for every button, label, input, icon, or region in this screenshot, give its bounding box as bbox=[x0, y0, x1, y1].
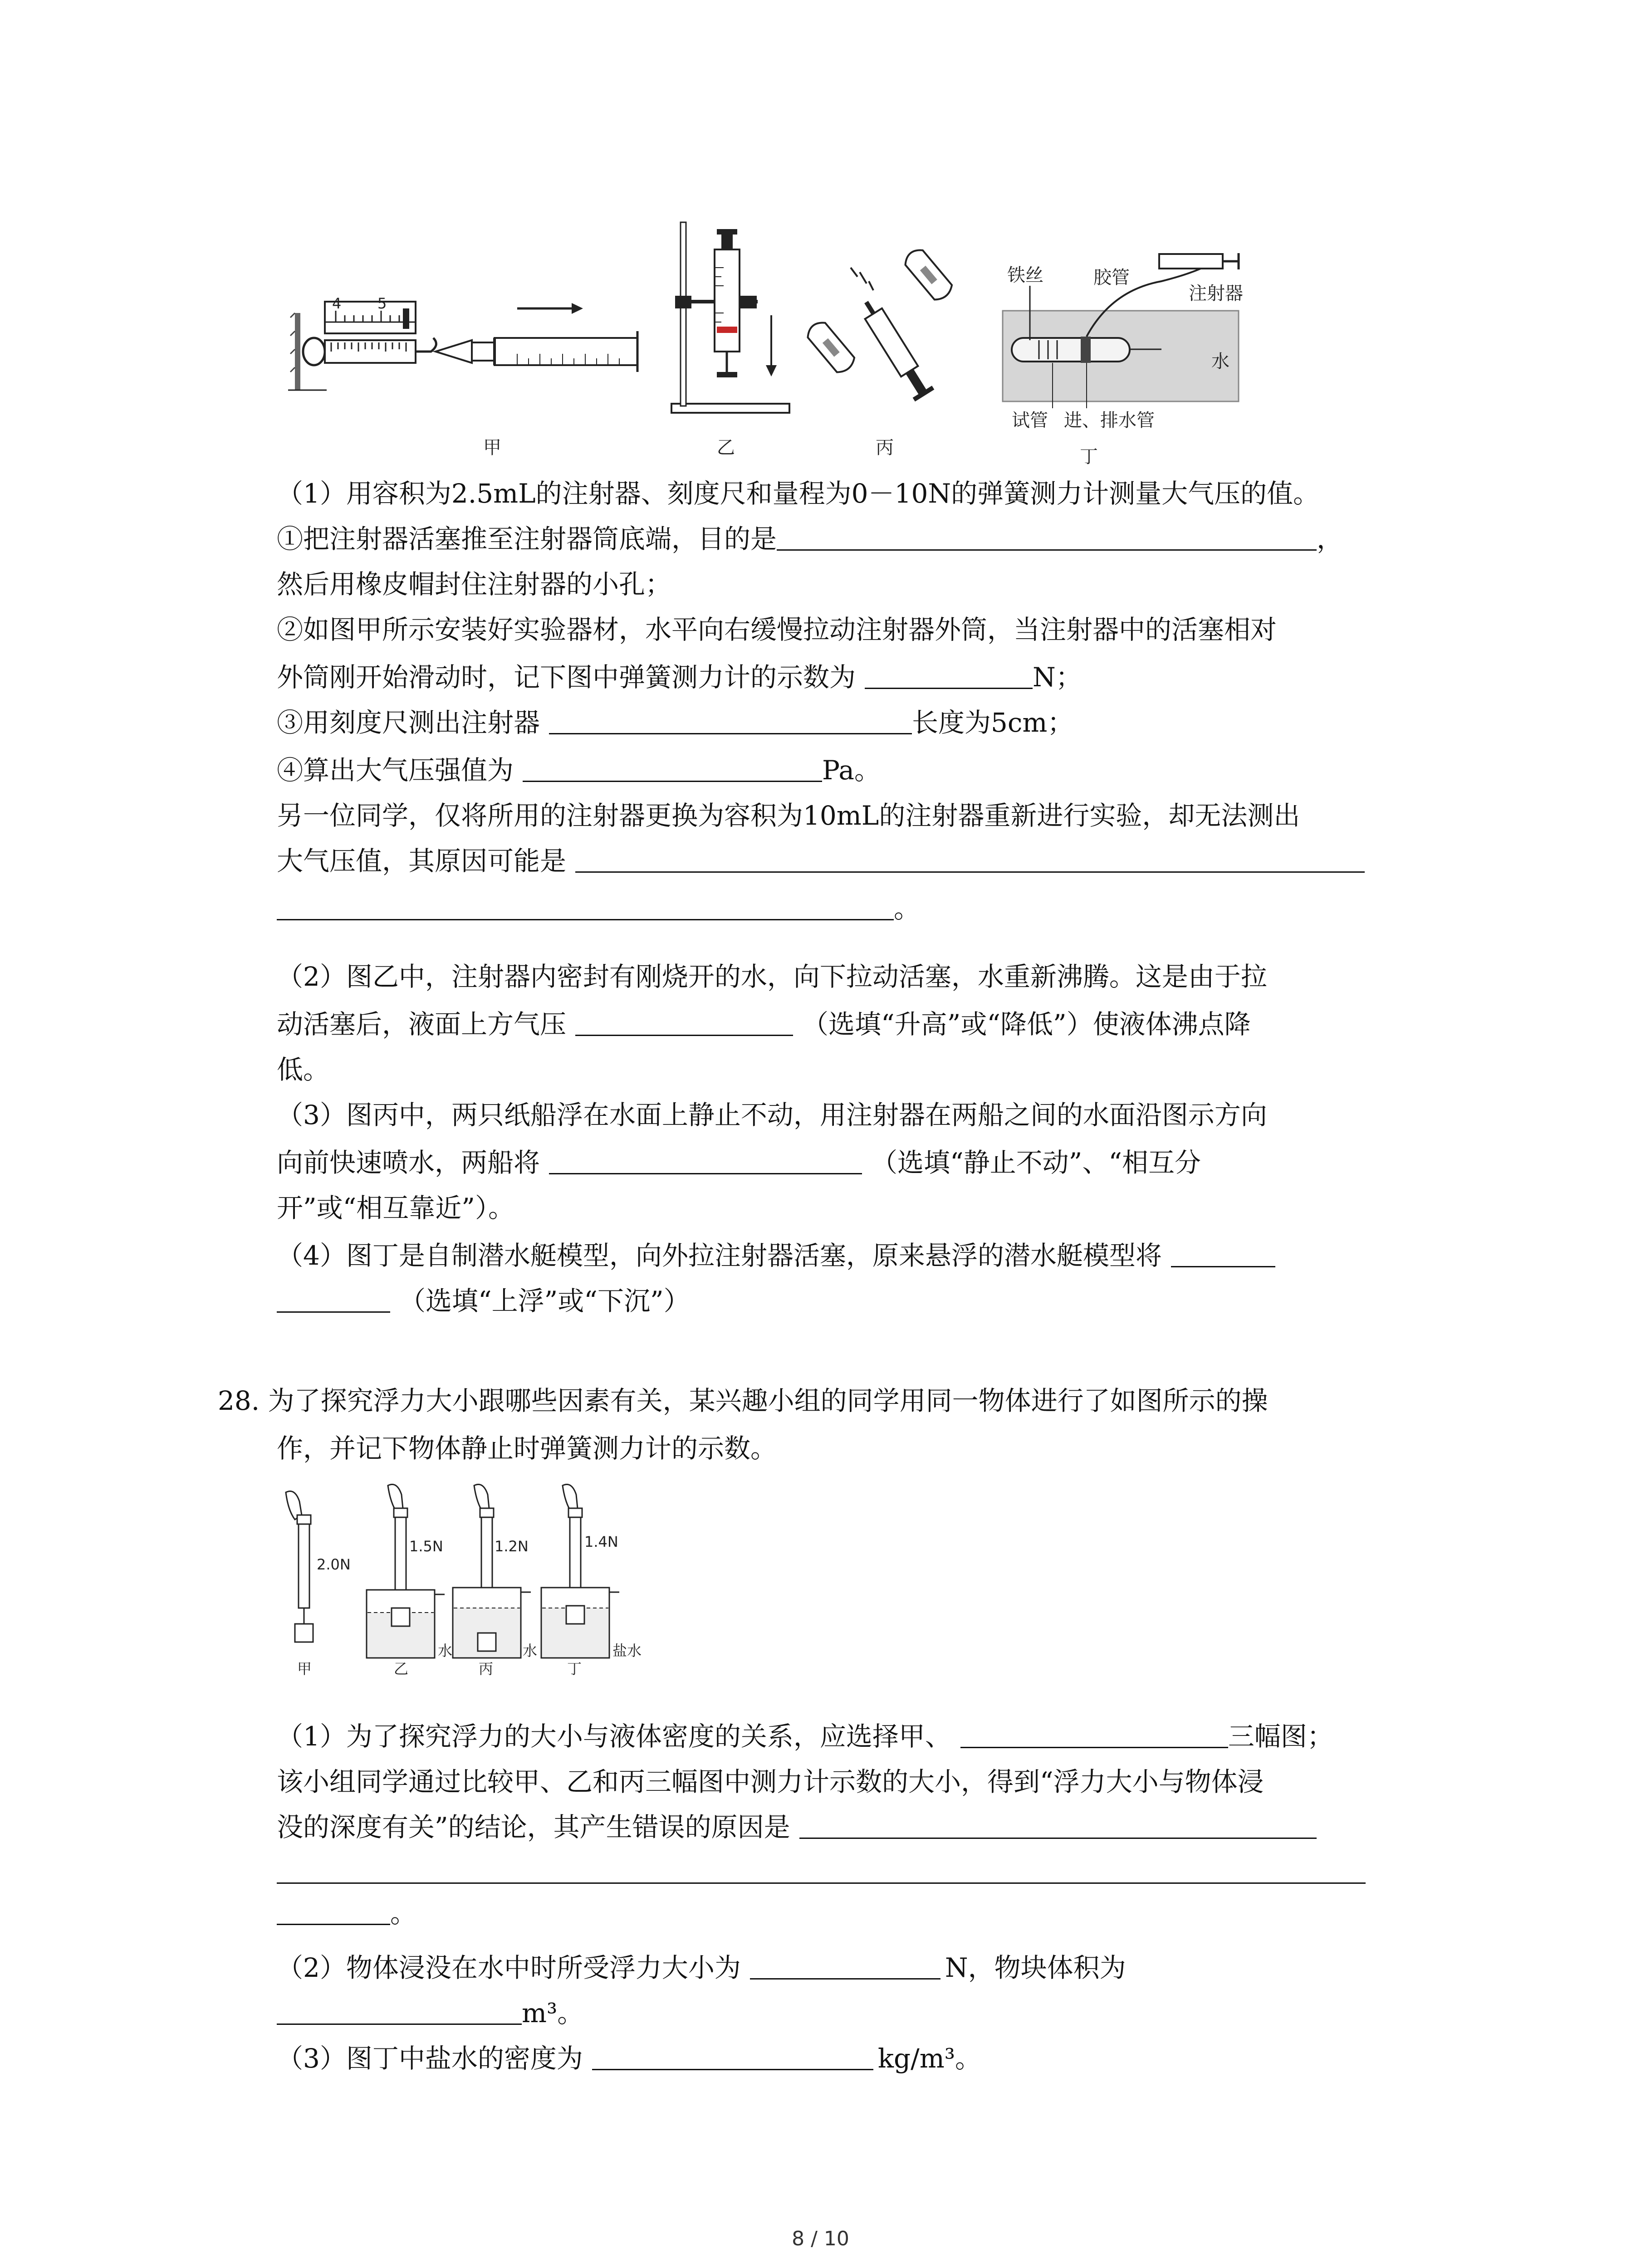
q27-step4-line: ④算出大气压强值为 Pa。 bbox=[277, 753, 881, 787]
svg-text:铁丝: 铁丝 bbox=[1007, 265, 1043, 286]
answer-blank-reason-1[interactable] bbox=[575, 844, 1365, 873]
svg-text:乙: 乙 bbox=[394, 1660, 409, 1677]
q28-part2-line2: m³。 bbox=[277, 1996, 583, 2030]
answer-blank-volume[interactable] bbox=[277, 1996, 522, 2025]
answer-blank-pressure[interactable] bbox=[523, 753, 822, 782]
q27-step1-line: ①把注射器活塞推至注射器筒底端，目的是 ， bbox=[277, 522, 1343, 556]
figure-experiments bbox=[281, 218, 1257, 472]
svg-text:胶管: 胶管 bbox=[1093, 267, 1130, 288]
answer-blank-submarine-1[interactable] bbox=[1171, 1239, 1275, 1267]
fig28-jia bbox=[286, 1491, 351, 1678]
svg-text:1.5N: 1.5N bbox=[409, 1538, 443, 1555]
svg-text:丙: 丙 bbox=[479, 1660, 494, 1677]
q27-step2-line2: 外筒刚开始滑动时，记下图中弹簧测力计的示数为 N； bbox=[277, 660, 1082, 694]
fig-bing bbox=[804, 246, 955, 458]
svg-text:甲: 甲 bbox=[483, 437, 501, 458]
svg-text:盐水: 盐水 bbox=[612, 1642, 642, 1659]
answer-blank-purpose[interactable] bbox=[777, 522, 1317, 551]
svg-text:水: 水 bbox=[438, 1642, 453, 1659]
svg-text:1.2N: 1.2N bbox=[495, 1538, 529, 1555]
q28-stem-line2: 作，并记下物体静止时弹簧测力计的示数。 bbox=[277, 1433, 777, 1464]
svg-text:丁: 丁 bbox=[1080, 446, 1098, 467]
q27-part4-line1: （4）图丁是自制潜水艇模型，向外拉注射器活塞，原来悬浮的潜水艇模型将 bbox=[277, 1238, 1275, 1273]
q27-part3-line3: 开”或“相互靠近”）。 bbox=[277, 1193, 514, 1223]
q27-part2-line1: （2）图乙中，注射器内密封有刚烧开的水，向下拉动活塞，水重新沸腾。这是由于拉 bbox=[277, 961, 1267, 992]
answer-blank-length-part[interactable] bbox=[549, 706, 912, 734]
svg-text:水: 水 bbox=[523, 1642, 538, 1659]
q27-part2-line3: 低。 bbox=[277, 1054, 330, 1085]
q28-part3-line: （3）图丁中盐水的密度为 kg/m³。 bbox=[277, 2041, 981, 2076]
q27-part3-line2: 向前快速喷水，两船将 （选填“静止不动”、“相互分 bbox=[277, 1145, 1201, 1180]
q27-step3-line: ③用刻度尺测出注射器 长度为5cm； bbox=[277, 705, 1073, 740]
svg-text:丙: 丙 bbox=[876, 437, 894, 458]
svg-text:丁: 丁 bbox=[567, 1660, 582, 1677]
q27-other-line1: 另一位同学，仅将所用的注射器更换为容积为10mL的注射器重新进行实验，却无法测出 bbox=[277, 800, 1300, 831]
answer-blank-choose-figures[interactable] bbox=[960, 1720, 1228, 1748]
fig28-ding bbox=[541, 1485, 642, 1678]
answer-blank-boats[interactable] bbox=[549, 1146, 862, 1174]
answer-blank-brine-density[interactable] bbox=[592, 2042, 873, 2070]
page-number: 8 / 10 bbox=[792, 2227, 849, 2250]
q27-part1-intro: （1）用容积为2.5mL的注射器、刻度尺和量程为0－10N的弹簧测力计测量大气压的值。 bbox=[277, 478, 1320, 509]
svg-text:4: 4 bbox=[332, 295, 342, 312]
svg-text:乙: 乙 bbox=[717, 437, 735, 458]
answer-blank-reason-2[interactable] bbox=[277, 892, 894, 920]
svg-text:进、排水管: 进、排水管 bbox=[1064, 410, 1155, 431]
answer-blank-buoyant-force[interactable] bbox=[750, 1951, 941, 1980]
answer-blank-pressure-change[interactable] bbox=[575, 1007, 793, 1036]
q27-other-line3: 。 bbox=[277, 891, 920, 926]
answer-blank-error-reason-1[interactable] bbox=[799, 1810, 1317, 1839]
q28-part1-line1: （1）为了探究浮力的大小与液体密度的关系，应选择甲、 三幅图； bbox=[277, 1719, 1333, 1754]
svg-text:2.0N: 2.0N bbox=[317, 1556, 351, 1573]
q28-part1-line4: 。 bbox=[277, 1896, 416, 1931]
q28-stem-line1: 28. 为了探究浮力大小跟哪些因素有关，某兴趣小组的同学用同一物体进行了如图所示的操 bbox=[218, 1385, 1268, 1416]
svg-text:甲: 甲 bbox=[297, 1660, 312, 1677]
svg-text:5: 5 bbox=[377, 295, 387, 312]
q28-part1-line3: 没的深度有关”的结论，其产生错误的原因是 bbox=[277, 1810, 1317, 1844]
answer-blank-reading[interactable] bbox=[865, 660, 1033, 689]
svg-text:试管: 试管 bbox=[1012, 410, 1048, 431]
answer-blank-submarine-2[interactable] bbox=[277, 1284, 390, 1313]
q27-part2-line2: 动活塞后，液面上方气压 （选填“升高”或“降低”）使液体沸点降 bbox=[277, 1007, 1251, 1041]
fig-jia bbox=[288, 295, 637, 458]
q27-step2-line1: ②如图甲所示安装好实验器材，水平向右缓慢拉动注射器外筒，当注射器中的活塞相对 bbox=[277, 614, 1277, 645]
q27-part3-line1: （3）图丙中，两只纸船浮在水面上静止不动，用注射器在两船之间的水面沿图示方向 bbox=[277, 1100, 1267, 1130]
fig-yi bbox=[671, 222, 789, 458]
q27-step1-line2: 然后用橡皮帽封住注射器的小孔； bbox=[277, 569, 672, 600]
q27-other-line2: 大气压值，其原因可能是 bbox=[277, 844, 1365, 878]
figure-buoyancy bbox=[277, 1483, 685, 1696]
q28-part2-line1: （2）物体浸没在水中时所受浮力大小为 N，物块体积为 bbox=[277, 1950, 1126, 1985]
q27-part4-line2: （选填“上浮”或“下沉”） bbox=[277, 1284, 690, 1318]
svg-text:注射器: 注射器 bbox=[1189, 283, 1243, 304]
answer-blank-error-reason-2[interactable] bbox=[277, 1882, 1366, 1884]
answer-blank-error-reason-3[interactable] bbox=[277, 1897, 390, 1925]
q28-part1-line2: 该小组同学通过比较甲、乙和丙三幅图中测力计示数的大小，得到“浮力大小与物体浸 bbox=[277, 1766, 1264, 1797]
svg-text:水: 水 bbox=[1211, 351, 1230, 372]
fig28-bing bbox=[453, 1485, 537, 1678]
fig28-yi bbox=[367, 1485, 452, 1678]
svg-text:1.4N: 1.4N bbox=[584, 1533, 618, 1550]
fig-ding bbox=[1003, 253, 1243, 467]
